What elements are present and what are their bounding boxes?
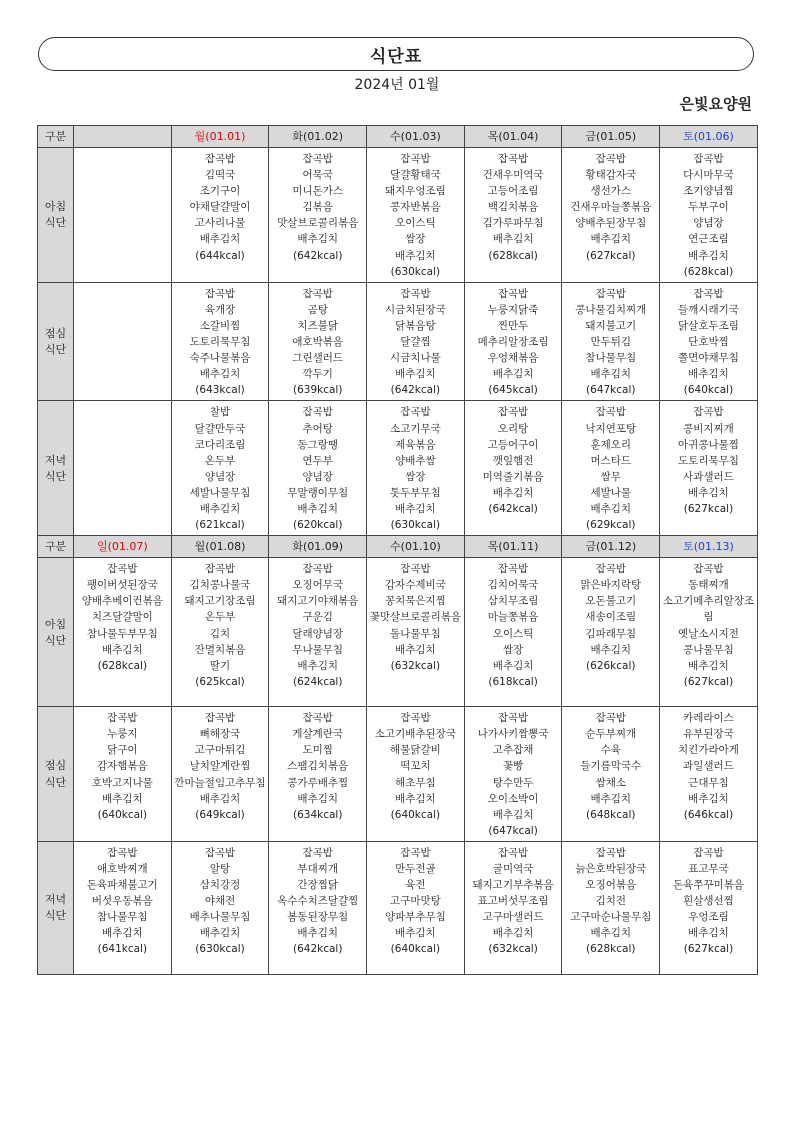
menu-cell: 잡곡밥 달걀황태국 돼지우엉조림 콩자반볶음 오이스틱 쌈장 배추김치 (630kcal) [367, 148, 465, 283]
menu-cell: 잡곡밥 건새우미역국 고등어조림 백김치볶음 김가루파무침 배추김치 (628kcal) [464, 148, 562, 283]
menu-cell: 찰밥 달걀만두국 코다리조림 온두부 양념장 세발나물무침 배추김치 (621kcal) [171, 401, 269, 536]
day-header: 금(01.05) [562, 126, 660, 148]
menu-cell: 잡곡밥 감자수제비국 꽁치묵은지찜 꽃맛살브로콜리볶음 돌나물무침 배추김치 (632kcal) [367, 558, 465, 707]
day-header: 수(01.10) [367, 536, 465, 558]
menu-cell [74, 148, 172, 283]
menu-cell: 잡곡밥 뼈해장국 고구마튀김 날치알계란찜 깐마늘절임고추무침 배추김치 (649kcal) [171, 707, 269, 842]
menu-cell: 잡곡밥 육개장 소갈비찜 도토리묵무침 숙주나물볶음 배추김치 (643kcal) [171, 282, 269, 401]
day-header: 월(01.01) [171, 126, 269, 148]
menu-cell: 잡곡밥 김치어묵국 삼치무조림 마늘쫑볶음 오이스틱 쌈장 배추김치 (618kcal) [464, 558, 562, 707]
menu-cell: 잡곡밥 부대찌개 간장찜닭 옥수수치즈달걀찜 봄동된장무침 배추김치 (642kcal) [269, 841, 367, 974]
menu-cell: 잡곡밥 콩나물김치찌개 돼지불고기 만두튀김 참나물무침 배추김치 (647kcal) [562, 282, 660, 401]
menu-cell: 잡곡밥 시금치된장국 닭볶음탕 달걀찜 시금치나물 배추김치 (642kcal) [367, 282, 465, 401]
meal-label-dinner: 저녁 식단 [38, 401, 74, 536]
menu-cell: 잡곡밥 들깨시래기국 닭살호두조림 단호박찜 쫄면야채무침 배추김치 (640kcal) [660, 282, 758, 401]
menu-cell: 잡곡밥 애호박찌개 돈육파채불고기 버섯우동볶음 참나물무침 배추김치 (641kcal) [74, 841, 172, 974]
lunch-row [38, 282, 758, 401]
month-label: 2024년 01월 [354, 77, 440, 93]
title-text: 식단표 [369, 46, 423, 67]
organization-name: 은빛요양원 [679, 95, 752, 113]
menu-cell: 잡곡밥 어묵국 미니돈가스 김볶음 맛살브로콜리볶음 배추김치 (642kcal) [269, 148, 367, 283]
meal-label-breakfast: 아침 식단 [38, 558, 74, 707]
menu-cell: 잡곡밥 오리탕 고등어구이 깻잎햄전 미역줄기볶음 배추김치 (642kcal) [464, 401, 562, 536]
meal-label-lunch: 점심 식단 [38, 707, 74, 842]
day-header: 수(01.03) [367, 126, 465, 148]
day-header: 일(01.07) [74, 536, 172, 558]
column-header-label: 구분 [38, 126, 74, 148]
day-header: 토(01.13) [660, 536, 758, 558]
column-header-label: 구분 [38, 536, 74, 558]
menu-cell: 잡곡밥 다시마무국 조기양념찜 두부구이 양념장 연근조림 배추김치 (628kcal) [660, 148, 758, 283]
menu-cell: 잡곡밥 소고기배추된장국 해물닭갈비 떡꼬치 해초무침 배추김치 (640kcal) [367, 707, 465, 842]
day-header [74, 126, 172, 148]
menu-cell: 잡곡밥 굴미역국 돼지고기부추볶음 표고버섯무조림 고구마샐러드 배추김치 (632kcal) [464, 841, 562, 974]
day-header-row [38, 536, 758, 558]
menu-cell: 잡곡밥 나가사키짬뽕국 고추잡채 꽃빵 탕수만두 오이소박이 배추김치 (647kcal) [464, 707, 562, 842]
week-1 [38, 126, 758, 536]
meal-label-lunch: 점심 식단 [38, 282, 74, 401]
day-header: 토(01.06) [660, 126, 758, 148]
menu-cell: 잡곡밥 낙지연포탕 훈제오리 머스타드 쌈무 세발나물 배추김치 (629kcal) [562, 401, 660, 536]
breakfast-row [38, 148, 758, 283]
day-header: 목(01.11) [464, 536, 562, 558]
menu-cell: 잡곡밥 순두부찌개 수육 들기름막국수 쌈채소 배추김치 (648kcal) [562, 707, 660, 842]
meal-label-dinner: 저녁 식단 [38, 841, 74, 974]
menu-cell: 잡곡밥 김치콩나물국 돼지고기장조림 온두부 김치 잔멸치볶음 딸기 (625kcal) [171, 558, 269, 707]
dinner-row [38, 401, 758, 536]
menu-cell: 잡곡밥 누룽지 닭구이 감자햄볶음 호박고지나물 배추김치 (640kcal) [74, 707, 172, 842]
day-header-row [38, 126, 758, 148]
menu-cell: 잡곡밥 소고기무국 제육볶음 양배추쌈 쌈장 톳두부무침 배추김치 (630kcal) [367, 401, 465, 536]
menu-cell: 잡곡밥 오징어무국 돼지고기야채볶음 구운김 달래양념장 무나물무침 배추김치 (624kcal) [269, 558, 367, 707]
day-header: 월(01.08) [171, 536, 269, 558]
week-2 [38, 536, 758, 975]
breakfast-row [38, 558, 758, 707]
menu-cell: 잡곡밥 팽이버섯된장국 양배추베이컨볶음 치즈달걀말이 참나물두부무침 배추김치 (628kcal) [74, 558, 172, 707]
menu-title [38, 37, 754, 71]
menu-cell: 잡곡밥 김떡국 조기구이 야채달걀말이 고사리나물 배추김치 (644kcal) [171, 148, 269, 283]
menu-cell: 잡곡밥 맑은바지락탕 오돈불고기 새송이조림 김파래무침 배추김치 (626kcal) [562, 558, 660, 707]
menu-cell: 잡곡밥 늙은호박된장국 오징어볶음 김치전 고구마순나물무침 배추김치 (628kcal) [562, 841, 660, 974]
meal-label-breakfast: 아침 식단 [38, 148, 74, 283]
menu-cell [74, 282, 172, 401]
menu-cell: 잡곡밥 만두전골 육전 고구마맛탕 양파부추무침 배추김치 (640kcal) [367, 841, 465, 974]
day-header: 목(01.04) [464, 126, 562, 148]
menu-table [37, 125, 758, 975]
day-header: 금(01.12) [562, 536, 660, 558]
menu-cell: 잡곡밥 게살계란국 도미찜 스팸김치볶음 콩가루배추찜 배추김치 (634kcal) [269, 707, 367, 842]
menu-cell [74, 401, 172, 536]
day-header: 화(01.09) [269, 536, 367, 558]
menu-cell: 잡곡밥 알탕 삼치강정 야채전 배추나물무침 배추김치 (630kcal) [171, 841, 269, 974]
menu-cell: 잡곡밥 표고무국 돈육쭈꾸미볶음 흰살생선찜 우엉조림 배추김치 (627kcal) [660, 841, 758, 974]
lunch-row [38, 707, 758, 842]
menu-cell: 잡곡밥 황태감자국 생선가스 건새우마늘쫑볶음 양배추된장무침 배추김치 (627kcal) [562, 148, 660, 283]
menu-cell: 잡곡밥 동태찌개 소고기메추리알장조림 옛날소시지전 콩나물무침 배추김치 (627kcal) [660, 558, 758, 707]
day-header: 화(01.02) [269, 126, 367, 148]
menu-cell: 잡곡밥 추어탕 동그랑땡 연두부 양념장 무말랭이무침 배추김치 (620kcal) [269, 401, 367, 536]
menu-cell: 잡곡밥 누룽지닭죽 찐만두 메추리알장조림 우엉채볶음 배추김치 (645kcal) [464, 282, 562, 401]
menu-cell: 잡곡밥 콩비지찌개 아귀콩나물찜 도토리묵무침 사과샐러드 배추김치 (627kcal) [660, 401, 758, 536]
menu-cell: 카레라이스 유부된장국 치킨가라아게 과일샐러드 근대무침 배추김치 (646kcal) [660, 707, 758, 842]
dinner-row [38, 841, 758, 974]
menu-cell: 잡곡밥 곰탕 치즈불닭 애호박볶음 그린샐러드 깍두기 (639kcal) [269, 282, 367, 401]
